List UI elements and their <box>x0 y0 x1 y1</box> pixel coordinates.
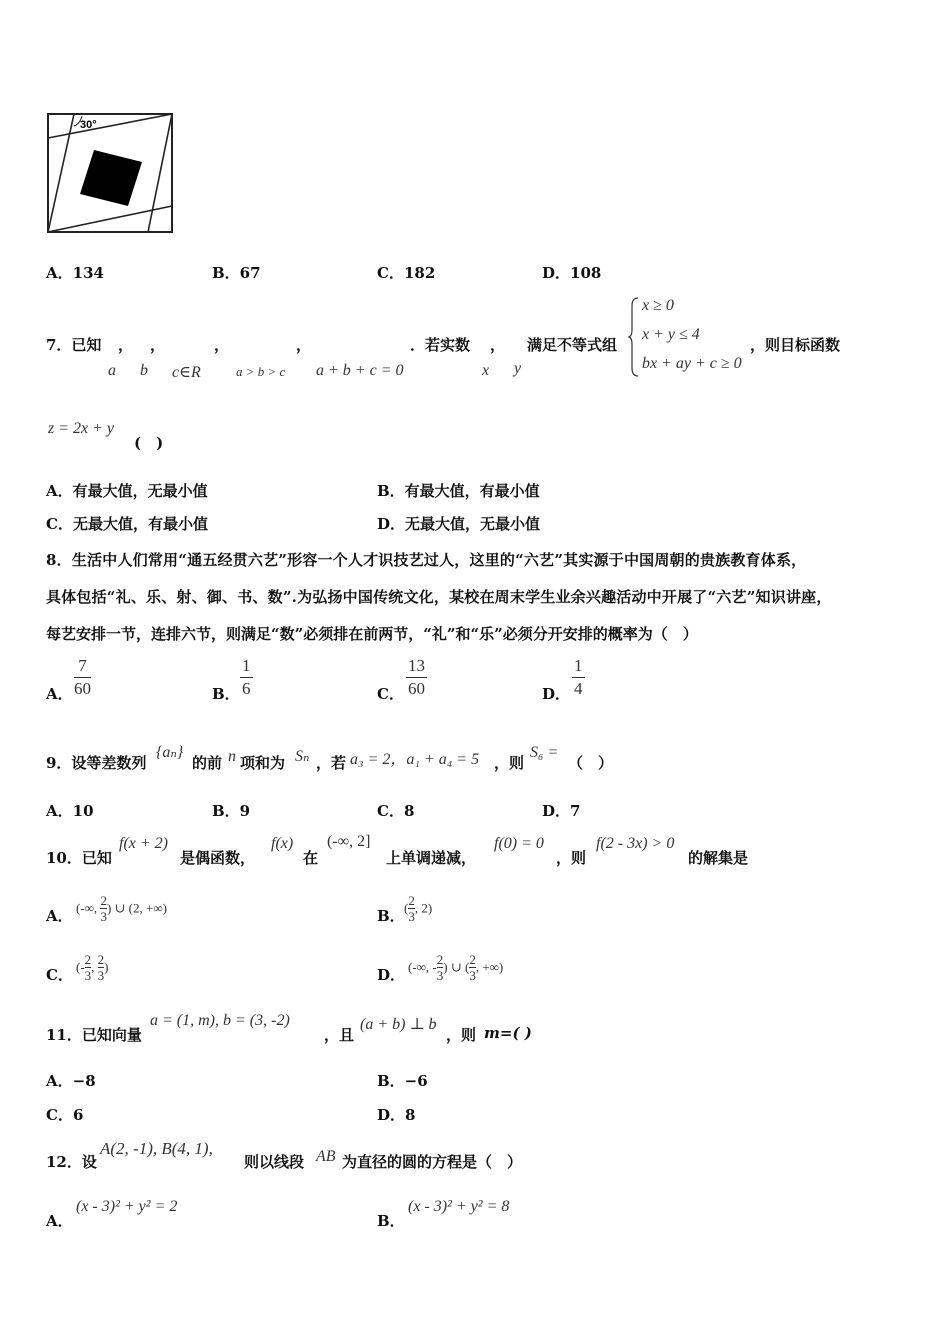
q8-option-b-label[interactable]: B． <box>212 685 240 703</box>
q9-stem-d: ，若 <box>316 754 347 772</box>
numerator: 2 <box>84 952 92 967</box>
q7-set-c: c∈R <box>172 364 201 381</box>
numerator: 1 <box>240 656 253 678</box>
q10-f4: f(2 - 3x) > 0 <box>596 835 675 852</box>
q7-var-x: x <box>482 362 490 379</box>
numerator: 2 <box>408 893 415 908</box>
numerator: 2 <box>97 952 105 967</box>
q10-stem-a: 10．已知 <box>46 849 112 867</box>
denominator: 3 <box>436 968 444 983</box>
q8-line-2: 具体包括“礼、乐、射、御、书、数”.为弘扬中国传统文化，某校在周末学生业余兴趣活动中开展了“六艺”知识讲座， <box>46 588 832 606</box>
q9-option-a[interactable]: A．10 <box>46 802 94 820</box>
q11-m-eq: m=( ) <box>484 1024 532 1042</box>
q12-pts: A(2, -1), B(4, 1), <box>100 1139 213 1158</box>
q11-stem-b: ，且 <box>324 1026 355 1044</box>
q7-var-y: y <box>514 360 522 377</box>
q7-objective: z = 2x + y <box>48 420 115 437</box>
q7-comma-4: ， <box>296 336 312 354</box>
q9-seq: {aₙ} <box>156 744 184 761</box>
q7-system-1: x ≥ 0 <box>642 297 674 314</box>
denominator: 3 <box>100 909 107 924</box>
q11-perp: (a + b) ⊥ b <box>360 1016 437 1033</box>
q10-option-b-label[interactable]: B． <box>377 907 405 925</box>
expr-pre: (-∞, <box>76 900 101 916</box>
denominator: 3 <box>84 968 92 983</box>
system-brace <box>628 296 640 378</box>
q8-option-b-frac[interactable] <box>240 656 253 699</box>
denominator: 3 <box>97 968 105 983</box>
q10-option-d-expr[interactable] <box>408 952 503 983</box>
q7-option-c[interactable]: C．无最大值，有最小值 <box>46 515 208 533</box>
q12-option-b-label[interactable]: B． <box>377 1212 405 1230</box>
q10-option-c-expr[interactable] <box>76 952 109 983</box>
denominator: 6 <box>242 679 251 698</box>
q10-option-b-expr[interactable] <box>404 893 432 924</box>
q10-f3: f(0) = 0 <box>494 835 544 852</box>
q7-ineq-order: a > b > c <box>236 364 286 379</box>
denominator: 60 <box>408 679 425 698</box>
q9-paren: （ ） <box>568 754 614 772</box>
q10-f1: f(x + 2) <box>119 835 168 852</box>
q10-stem-c: 在 <box>303 849 319 867</box>
q8-line-3: 每艺安排一节，连排六节，则满足“数”必须排在前两节，“礼”和“乐”必须分开安排的概率为（ ） <box>46 625 698 643</box>
expr-post: , 2) <box>414 900 433 916</box>
q7-var-b: b <box>140 362 148 379</box>
q10-stem-e: ，则 <box>556 849 587 867</box>
q10-stem-b: 是偶函数， <box>180 849 256 867</box>
q7-sum-zero: a + b + c = 0 <box>316 362 404 379</box>
q7-comma-3: ， <box>214 336 230 354</box>
q7-system-2: x + y ≤ 4 <box>642 326 700 343</box>
q9-s6: S₆ = <box>530 744 559 761</box>
numerator: 1 <box>572 656 585 678</box>
q10-option-a-label[interactable]: A． <box>46 907 73 925</box>
expr-post: , +∞) <box>475 959 504 975</box>
expr-mid: , <box>91 959 98 975</box>
expr-pre: ( <box>404 900 409 916</box>
q12-stem-c: 为直径的圆的方程是（ ） <box>342 1153 523 1171</box>
q10-stem-d: 上单调递减， <box>386 849 477 867</box>
q6-option-b[interactable]: B．67 <box>212 264 261 282</box>
q7-comma-1: ， <box>118 336 134 354</box>
q7-stem-b: ．若实数 <box>410 336 471 354</box>
q8-option-d-frac[interactable] <box>572 656 585 699</box>
q7-stem-d: ，则目标函数 <box>750 336 841 354</box>
expr-pre: (- <box>76 959 85 975</box>
q6-option-d[interactable]: D．108 <box>542 264 602 282</box>
q12-stem-b: 则以线段 <box>244 1153 305 1171</box>
denominator: 60 <box>74 679 91 698</box>
denominator: 3 <box>408 909 415 924</box>
numerator: 13 <box>406 656 427 678</box>
q7-option-a[interactable]: A．有最大值，无最小值 <box>46 482 208 500</box>
q10-option-d-label[interactable]: D． <box>377 966 406 984</box>
q12-stem-a: 12．设 <box>46 1153 97 1171</box>
q7-stem-a: 7．已知 <box>46 336 102 354</box>
numerator: 7 <box>74 656 91 678</box>
q7-option-b[interactable]: B．有最大值，有最小值 <box>377 482 540 500</box>
q7-comma-2: ， <box>150 336 166 354</box>
q11-option-c[interactable]: C．6 <box>46 1106 84 1124</box>
q9-stem-b: 的前 <box>192 754 223 772</box>
q9-n: n <box>228 748 236 765</box>
angle-label: 30° <box>80 119 97 131</box>
pinwheel-figure <box>44 110 178 238</box>
q12-option-a-label[interactable]: A． <box>46 1212 73 1230</box>
q8-option-a-label[interactable]: A． <box>46 685 73 703</box>
denominator: 4 <box>574 679 583 698</box>
q11-option-d[interactable]: D．8 <box>377 1106 416 1124</box>
q6-option-a[interactable]: A．134 <box>46 264 104 282</box>
q10-stem-f: 的解集是 <box>688 849 749 867</box>
q7-var-a: a <box>108 362 116 379</box>
q7-option-d[interactable]: D．无最大值，无最小值 <box>377 515 541 533</box>
q9-stem-a: 9．设等差数列 <box>46 754 147 772</box>
expr-post: ) <box>104 959 109 975</box>
q8-line-1: 8．生活中人们常用“通五经贯六艺”形容一个人才识技艺过人，这里的“六艺”其实源于中国周朝的贵族教育体系， <box>46 551 807 569</box>
q11-vec: a = (1, m), b = (3, -2) <box>150 1012 290 1029</box>
q8-option-d-label[interactable]: D． <box>542 685 571 703</box>
q10-option-c-label[interactable]: C． <box>46 966 73 984</box>
q11-stem-c: ，则 <box>446 1026 477 1044</box>
q12-option-a-eq[interactable]: (x - 3)² + y² = 2 <box>76 1198 178 1215</box>
q11-stem-a: 11．已知向量 <box>46 1026 142 1044</box>
q8-option-c-label[interactable]: C． <box>377 685 404 703</box>
expr-mid: ) ∪ ( <box>443 959 470 975</box>
q7-comma-5: ， <box>490 336 506 354</box>
q9-option-c[interactable]: C．8 <box>377 802 415 820</box>
expr-post: ) ∪ (2, +∞) <box>106 900 167 916</box>
q7-stem-c: 满足不等式组 <box>527 336 618 354</box>
q6-option-c[interactable]: C．182 <box>377 264 436 282</box>
q7-system-3: bx + ay + c ≥ 0 <box>642 355 742 372</box>
q9-cond: a₃ = 2，a₁ + a₄ = 5 <box>350 751 480 768</box>
q12-ab: AB <box>316 1148 336 1165</box>
q9-option-b[interactable]: B．9 <box>212 802 251 820</box>
q11-option-b[interactable]: B．−6 <box>377 1072 428 1090</box>
q10-interval: (-∞, 2] <box>327 833 371 850</box>
numerator: 2 <box>100 893 107 908</box>
q9-option-d[interactable]: D．7 <box>542 802 581 820</box>
numerator: 2 <box>469 952 476 967</box>
q9-stem-e: ，则 <box>494 754 525 772</box>
q12-option-b-eq[interactable]: (x - 3)² + y² = 8 <box>408 1198 510 1215</box>
q7-paren: ( ) <box>134 434 164 452</box>
denominator: 3 <box>469 968 476 983</box>
q8-option-c-frac[interactable] <box>406 656 427 699</box>
q8-option-a-frac[interactable] <box>74 656 91 699</box>
q9-sn: Sₙ <box>295 748 310 765</box>
numerator: 2 <box>436 952 444 967</box>
q11-option-a[interactable]: A．−8 <box>46 1072 96 1090</box>
q9-stem-c: 项和为 <box>240 754 286 772</box>
q10-f2: f(x) <box>271 835 294 852</box>
q10-option-a-expr[interactable] <box>76 893 167 924</box>
expr-pre: (-∞, - <box>408 959 437 975</box>
